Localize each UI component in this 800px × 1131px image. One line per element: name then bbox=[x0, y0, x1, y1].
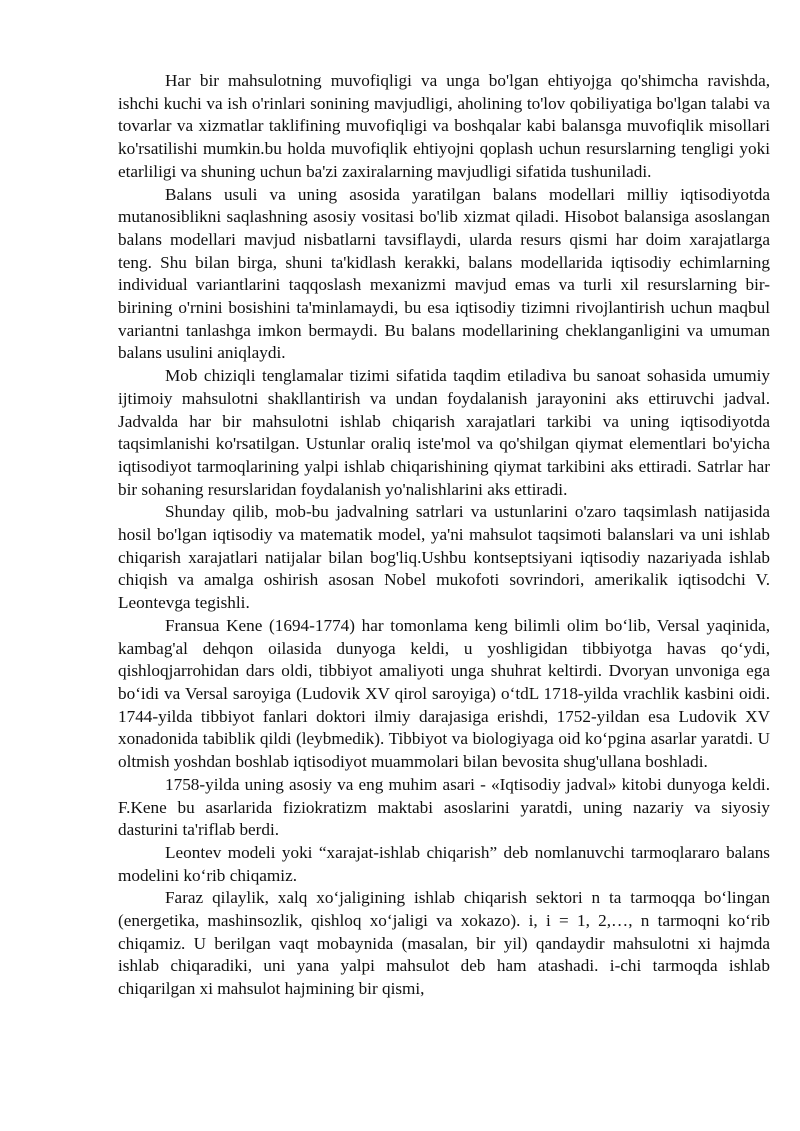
document-page bbox=[118, 70, 770, 1001]
paragraph-mob-table: Mob chiziqli tenglamalar tizimi sifatida taqdim etiladiva bu sanoat sohasida umumiy ijtimoiy mahsulotni shakllantirish va undan foydalanish jarayonini aks ettiruvchi jadval. Jadvalda har bir mahsulotni ishlab chiqarish xarajatlari tarkibi va uning iqtisodiyotda taqsimlanishi ko'rsatilgan. Ustunlar oraliq iste'mol va qo'shilgan qiymat elementlari bo'yicha iqtisodiyot tarmoqlarining yalpi ishlab chiqarishining qiymat tarkibini aks ettiradi. Satrlar har bir sohaning resurslaridan foydalanish yo'nalishlarini aks ettiradi. bbox=[118, 366, 770, 499]
paragraph-mob-model: Shunday qilib, mob-bu jadvalning satrlari va ustunlarini o'zaro taqsimlash natijasida hosil bo'lgan iqtisodiy va matematik model, ya'ni mahsulot taqsimoti balanslari va uni ishlab chiqarish xarajatlari natijalar bilan bog'liq.Ushbu kontseptsiyani iqtisodiy nazariyada ishlab chiqish va amalga oshirish asosan Nobel mukofoti sovrindori, amerikalik iqtisodchi V. Leontevga tegishli. bbox=[118, 502, 770, 613]
paragraph-balance-method: Balans usuli va uning asosida yaratilgan balans modellari milliy iqtisodiyotda mutanosiblikni saqlashning asosiy vositasi bo'lib xizmat qiladi. Hisobot balansiga asoslangan balans modellari mavjud nisbatlarni tavsiflaydi, ularda resurs qismi har doim xarajatlarga teng. Shu bilan birga, shuni ta'kidlash kerakki, balans modellarida iqtisodiy echimlarning individual variantlarini taqqoslash mexanizmi mavjud emas va turli xil resurslarning bir-birining o'rnini bosishini ta'minlamaydi, bu esa iqtisodiy tizimni rivojlantirish uchun maqbul variantni tanlashga imkon bermaydi. Bu balans modellarining cheklanganligini va umuman balans usulini aniqlaydi. bbox=[118, 184, 770, 363]
paragraph-balance-examples: Har bir mahsulotning muvofiqligi va unga bo'lgan ehtiyojga qo'shimcha ravishda, ishchi kuchi va ish o'rinlari sonining mavjudligi, aholining to'lov qobiliyatiga bo'lgan talabi va tovarlar va xizmatlar taklifining muvofiqligi va boshqalar kabi balansga muvofiqlik misollari ko'rsatilishi mumkin.bu holda muvofiqlik ehtiyojni qoplash uchun resurslarning tengligi yoki etarliligi va shuning uchun ba'zi zaxiralarning mavjudligi sifatida tushuniladi. bbox=[118, 71, 770, 181]
paragraph-production-sectors: Faraz qilaylik, xalq xo‘jaligining ishlab chiqarish sektori n ta tarmoqqa bo‘lingan (energetika, mashinsozlik, qishloq xo‘jaligi va xokazo). i, i = 1, 2,…, n tarmoqni ko‘rib chiqamiz. U berilgan vaqt mobaynida (masalan, bir yil) qandaydir mahsulotni xi hajmda ishlab chiqaradiki, uni yana yalpi mahsulot deb ham atashadi. i-chi tarmoqda ishlab chiqarilgan xi mahsulot hajmining bir qismi, bbox=[118, 888, 770, 999]
paragraph-quesnay-biography: Fransua Kene (1694-1774) har tomonlama keng bilimli olim bo‘lib, Versal yaqinida, kambag'al dehqon oilasida dunyoga keldi, u yoshligidan tibbiyotga havas qo‘ydi, qishloqjarrohidan dars oldi, tibbiyot amaliyoti unga shuhrat keltirdi. Dvoryan unvoniga ega bo‘idi va Versal saroyiga (Ludovik XV qirol saroyiga) o‘tdL 1718-yilda vrachlik kasbini oidi. 1744-yilda tibbiyot fanlari doktori ilmiy darajasiga erishdi, 1752-yildan esa Ludovik XV xonadonida tabiblik qildi (leybmedik). Tibbiyot va biologiyaga oid ko‘pgina asarlar yaratdi. U oltmish yoshdan boshlab iqtisodiyot muammolari bilan bevosita shug'ullana boshladi. bbox=[118, 615, 770, 772]
paragraph-leontief-model: Leontev modeli yoki “xarajat-ishlab chiqarish” deb nomlanuvchi tarmoqlararo balans modelini ko‘rib chiqamiz. bbox=[118, 842, 770, 885]
paragraph-economic-table: 1758-yilda uning asosiy va eng muhim asari - «Iqtisodiy jadval» kitobi dunyoga keldi. F.Kene bu asarlarida fiziokratizm maktabi asoslarini yaratdi, uning nazariy va siyosiy dasturini ta'riflab berdi. bbox=[118, 774, 770, 840]
